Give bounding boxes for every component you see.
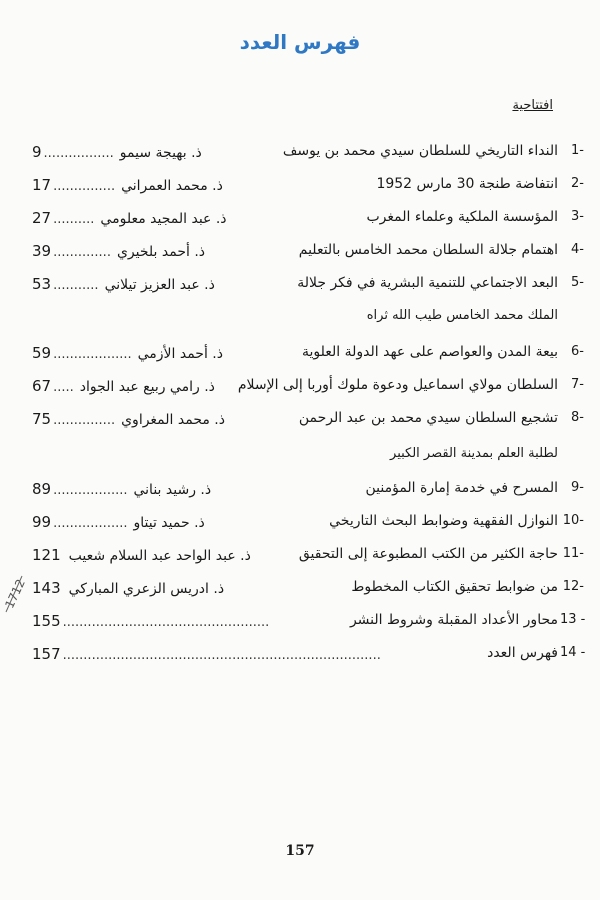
entry-page-number: 39: [32, 242, 52, 260]
entry-page-number: 157: [32, 645, 61, 663]
entry-number: 6-: [571, 344, 584, 359]
entry-title-continuation: الملك محمد الخامس طيب الله ثراه: [366, 308, 558, 323]
dot-leader: ..................: [53, 483, 128, 498]
entry-author-page: [32, 546, 251, 564]
toc-entry: [0, 513, 600, 541]
toc-entry: [0, 143, 600, 171]
dot-leader: ..................: [53, 516, 128, 531]
entry-author: ذ. أحمد الأزمي: [137, 346, 223, 362]
entry-author-page: [32, 209, 227, 227]
entry-page-number: 53: [32, 275, 52, 293]
toc-entry: [0, 546, 600, 574]
entry-author: ذ. رامي ربيع عبد الجواد: [79, 379, 215, 395]
entry-author-page: [32, 275, 215, 293]
entry-number: 7-: [571, 377, 584, 392]
toc-entry: [0, 410, 600, 438]
entry-page-number: 121: [32, 546, 61, 564]
entry-number: 13 -: [560, 612, 586, 627]
entry-title: النوازل الفقهية وضوابط البحث التاريخي: [329, 513, 558, 529]
entry-author-page: [32, 344, 223, 362]
entry-number: 11-: [562, 546, 584, 561]
entry-author: ذ. ادريس الزعري المباركي: [68, 581, 225, 597]
entry-page-number: 59: [32, 344, 52, 362]
entry-title: المؤسسة الملكية وعلماء المغرب: [366, 209, 558, 225]
toc-entry: [0, 209, 600, 237]
entry-title: حاجة الكثير من الكتب المطبوعة إلى التحقيق: [298, 546, 558, 562]
entry-page-number: 155: [32, 612, 61, 630]
entry-number: 5-: [571, 275, 584, 290]
entry-author-page: [32, 480, 211, 498]
entry-title: بيعة المدن والعواصم على عهد الدولة العلوية: [302, 344, 558, 360]
toc-entry: [0, 275, 600, 303]
entry-author: ذ. محمد العمراني: [121, 178, 223, 194]
footer-page-number: 157: [285, 843, 315, 859]
entry-number: 10-: [562, 513, 584, 528]
entry-author-page: [32, 645, 381, 663]
entry-number: 14 -: [560, 645, 586, 660]
entry-page-number: 99: [32, 513, 52, 531]
toc-entry: [0, 645, 600, 673]
toc-entry: [0, 579, 600, 607]
margin-note-text: 1712: [2, 576, 28, 611]
entry-author-page: [32, 612, 269, 630]
entry-title: البعد الاجتماعي للتنمية البشرية في فكر جلالة: [297, 275, 558, 291]
intro-heading: افتتاحية: [512, 98, 553, 113]
entry-author-page: [32, 579, 224, 597]
entry-author: ذ. عبد العزيز تيلاني: [104, 277, 215, 293]
entry-author: ذ. محمد المغراوي: [121, 412, 225, 428]
dot-leader: .............................................................................: [62, 648, 381, 663]
entry-title: السلطان مولاي اسماعيل ودعوة ملوك أوربا إلى الإسلام: [237, 377, 558, 393]
dot-leader: ...........: [53, 278, 99, 293]
toc-entry: [0, 344, 600, 372]
page-title: فهرس العدد: [239, 30, 361, 54]
entry-title: انتفاضة طنجة 30 مارس 1952: [376, 176, 558, 192]
dot-leader: ...................: [53, 347, 132, 362]
entry-author: ذ. رشيد بناني: [133, 482, 212, 498]
toc-entry: [0, 377, 600, 405]
dot-leader: ...............: [53, 179, 116, 194]
toc-entry: [0, 176, 600, 204]
dot-leader: ..............: [53, 245, 111, 260]
dot-leader: ..................................................: [62, 615, 270, 630]
dot-leader: .................: [43, 146, 114, 161]
dot-leader: ...............: [53, 413, 116, 428]
entry-author-page: [32, 377, 215, 395]
entry-title: تشجيع السلطان سيدي محمد بن عبد الرحمن: [298, 410, 558, 426]
entry-author: ذ. أحمد بلخيري: [116, 244, 205, 260]
entry-author-page: [32, 143, 202, 161]
entry-page-number: 143: [32, 579, 61, 597]
entry-author: ذ. عبد الواحد عبد السلام شعيب: [68, 548, 251, 564]
entry-title: المسرح في خدمة إمارة المؤمنين: [365, 480, 558, 496]
entry-page-number: 17: [32, 176, 52, 194]
entry-author: ذ. بهيجة سيمو: [119, 145, 202, 161]
entry-author-page: [32, 176, 223, 194]
entry-author-page: [32, 513, 205, 531]
entry-page-number: 27: [32, 209, 52, 227]
toc-entry: [0, 612, 600, 640]
entry-author-page: [32, 242, 205, 260]
dot-leader: .....: [53, 380, 74, 395]
entry-number: 1-: [571, 143, 584, 158]
entry-author: ذ. عبد المجيد معلومي: [100, 211, 227, 227]
entry-page-number: 9: [32, 143, 42, 161]
margin-note: [2, 572, 28, 616]
entry-title: محاور الأعداد المقبلة وشروط النشر: [349, 612, 558, 628]
entry-number: 4-: [571, 242, 584, 257]
entry-title: اهتمام جلالة السلطان محمد الخامس بالتعليم: [298, 242, 558, 258]
dot-leader: ..........: [53, 212, 95, 227]
entry-number: 3-: [571, 209, 584, 224]
entry-page-number: 89: [32, 480, 52, 498]
entry-author-page: [32, 410, 225, 428]
entry-author: ذ. حميد تيتاو: [133, 515, 205, 531]
entry-number: 12-: [562, 579, 584, 594]
entry-title: من ضوابط تحقيق الكتاب المخطوط: [351, 579, 558, 595]
entry-page-number: 67: [32, 377, 52, 395]
entry-number: 9-: [571, 480, 584, 495]
toc-entry: [0, 242, 600, 270]
entry-title-continuation: لطلبة العلم بمدينة القصر الكبير: [390, 446, 558, 461]
entry-title: النداء التاريخي للسلطان سيدي محمد بن يوسف: [282, 143, 558, 159]
entry-page-number: 75: [32, 410, 52, 428]
entry-number: 8-: [571, 410, 584, 425]
entry-number: 2-: [571, 176, 584, 191]
entry-title: فهرس العدد: [487, 645, 558, 661]
toc-entry: [0, 480, 600, 508]
